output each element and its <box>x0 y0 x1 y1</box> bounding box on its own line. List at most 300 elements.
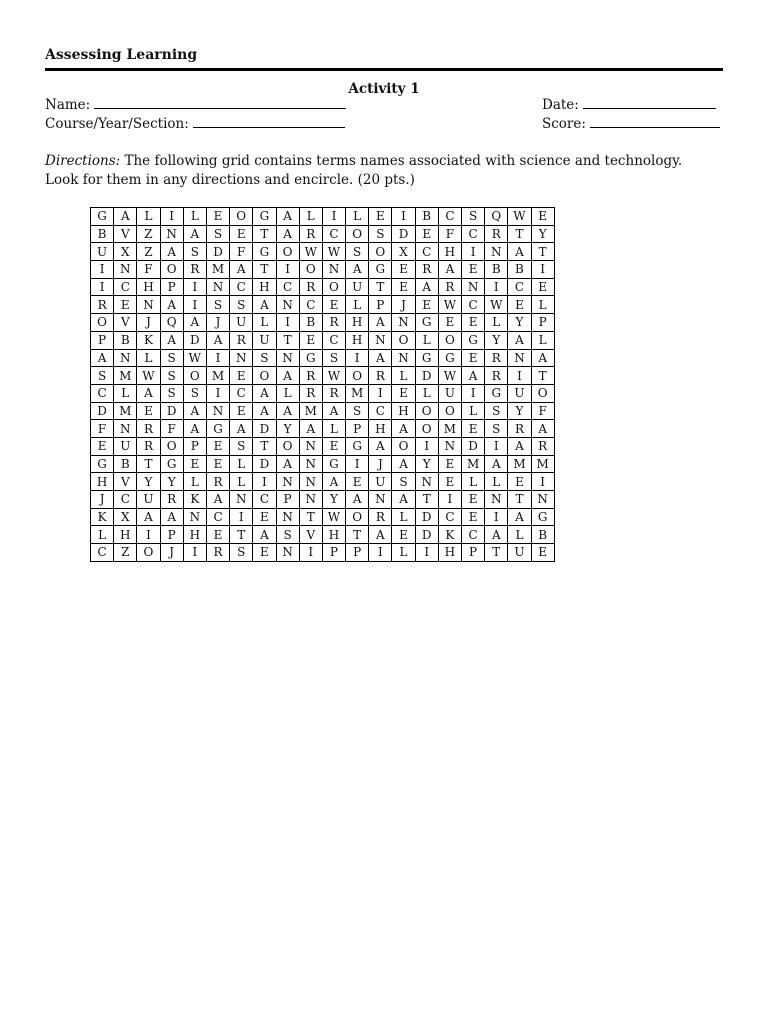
grid-cell[interactable]: E <box>392 261 415 279</box>
grid-cell[interactable]: B <box>91 225 114 243</box>
grid-cell[interactable]: C <box>415 243 438 261</box>
grid-cell[interactable]: H <box>369 420 392 438</box>
grid-cell[interactable]: L <box>91 526 114 544</box>
grid-cell[interactable]: E <box>438 455 461 473</box>
grid-cell[interactable]: S <box>346 243 369 261</box>
grid-cell[interactable]: I <box>369 384 392 402</box>
grid-cell[interactable]: T <box>230 526 253 544</box>
grid-cell[interactable]: I <box>508 367 531 385</box>
grid-cell[interactable]: L <box>137 349 160 367</box>
grid-cell[interactable]: E <box>392 526 415 544</box>
grid-cell[interactable]: F <box>531 402 554 420</box>
grid-cell[interactable]: N <box>276 473 299 491</box>
grid-cell[interactable]: D <box>415 508 438 526</box>
grid-cell[interactable]: A <box>531 349 554 367</box>
grid-cell[interactable]: A <box>438 261 461 279</box>
grid-cell[interactable]: N <box>230 491 253 509</box>
grid-cell[interactable]: A <box>392 491 415 509</box>
grid-cell[interactable]: O <box>230 208 253 226</box>
grid-cell[interactable]: Q <box>160 314 183 332</box>
grid-cell[interactable]: N <box>114 261 137 279</box>
grid-cell[interactable]: R <box>485 225 508 243</box>
grid-cell[interactable]: R <box>531 437 554 455</box>
grid-cell[interactable]: T <box>137 455 160 473</box>
grid-cell[interactable]: L <box>415 384 438 402</box>
grid-cell[interactable]: G <box>415 349 438 367</box>
grid-cell[interactable]: Y <box>508 314 531 332</box>
grid-cell[interactable]: I <box>299 544 322 562</box>
grid-cell[interactable]: I <box>206 384 229 402</box>
grid-cell[interactable]: O <box>322 278 345 296</box>
grid-cell[interactable]: A <box>462 367 485 385</box>
grid-cell[interactable]: H <box>438 243 461 261</box>
grid-cell[interactable]: A <box>392 455 415 473</box>
grid-cell[interactable]: A <box>183 420 206 438</box>
grid-cell[interactable]: Y <box>137 473 160 491</box>
grid-cell[interactable]: Y <box>485 331 508 349</box>
grid-cell[interactable]: A <box>160 331 183 349</box>
grid-cell[interactable]: E <box>346 473 369 491</box>
grid-cell[interactable]: G <box>91 455 114 473</box>
grid-cell[interactable]: V <box>299 526 322 544</box>
grid-cell[interactable]: D <box>392 225 415 243</box>
grid-cell[interactable]: E <box>462 314 485 332</box>
grid-cell[interactable]: W <box>322 243 345 261</box>
grid-cell[interactable]: O <box>415 420 438 438</box>
grid-cell[interactable]: L <box>230 455 253 473</box>
grid-cell[interactable]: A <box>276 225 299 243</box>
grid-cell[interactable]: A <box>253 384 276 402</box>
grid-cell[interactable]: A <box>137 508 160 526</box>
grid-cell[interactable]: Z <box>114 544 137 562</box>
grid-cell[interactable]: C <box>508 278 531 296</box>
grid-cell[interactable]: A <box>230 420 253 438</box>
grid-cell[interactable]: A <box>276 367 299 385</box>
grid-cell[interactable]: A <box>160 296 183 314</box>
grid-cell[interactable]: E <box>253 508 276 526</box>
grid-cell[interactable]: E <box>438 314 461 332</box>
grid-cell[interactable]: B <box>508 261 531 279</box>
grid-cell[interactable]: E <box>462 261 485 279</box>
grid-cell[interactable]: E <box>438 473 461 491</box>
grid-cell[interactable]: U <box>508 384 531 402</box>
grid-cell[interactable]: N <box>369 491 392 509</box>
grid-cell[interactable]: S <box>206 225 229 243</box>
grid-cell[interactable]: I <box>253 473 276 491</box>
grid-cell[interactable]: S <box>276 526 299 544</box>
grid-cell[interactable]: L <box>392 367 415 385</box>
grid-cell[interactable]: I <box>91 278 114 296</box>
grid-cell[interactable]: A <box>392 420 415 438</box>
grid-cell[interactable]: O <box>276 437 299 455</box>
grid-cell[interactable]: E <box>531 544 554 562</box>
grid-cell[interactable]: A <box>276 208 299 226</box>
grid-cell[interactable]: N <box>322 261 345 279</box>
grid-cell[interactable]: S <box>462 208 485 226</box>
grid-cell[interactable]: I <box>160 208 183 226</box>
grid-cell[interactable]: C <box>462 225 485 243</box>
grid-cell[interactable]: M <box>206 367 229 385</box>
grid-cell[interactable]: T <box>531 243 554 261</box>
grid-cell[interactable]: H <box>346 331 369 349</box>
grid-cell[interactable]: A <box>276 402 299 420</box>
grid-cell[interactable]: E <box>183 455 206 473</box>
grid-cell[interactable]: L <box>485 473 508 491</box>
grid-cell[interactable]: E <box>462 420 485 438</box>
grid-cell[interactable]: W <box>508 208 531 226</box>
grid-cell[interactable]: H <box>322 526 345 544</box>
grid-cell[interactable]: O <box>392 331 415 349</box>
grid-cell[interactable]: E <box>91 437 114 455</box>
grid-cell[interactable]: Y <box>508 402 531 420</box>
grid-cell[interactable]: T <box>369 278 392 296</box>
grid-cell[interactable]: D <box>91 402 114 420</box>
grid-cell[interactable]: E <box>253 544 276 562</box>
grid-cell[interactable]: S <box>160 384 183 402</box>
grid-cell[interactable]: I <box>183 278 206 296</box>
grid-cell[interactable]: I <box>183 544 206 562</box>
grid-cell[interactable]: L <box>183 473 206 491</box>
grid-cell[interactable]: R <box>415 261 438 279</box>
grid-cell[interactable]: O <box>438 402 461 420</box>
grid-cell[interactable]: G <box>299 349 322 367</box>
grid-cell[interactable]: R <box>322 384 345 402</box>
grid-cell[interactable]: A <box>253 296 276 314</box>
grid-cell[interactable]: N <box>485 491 508 509</box>
grid-cell[interactable]: U <box>137 491 160 509</box>
grid-cell[interactable]: N <box>299 437 322 455</box>
grid-cell[interactable]: N <box>299 491 322 509</box>
grid-cell[interactable]: P <box>462 544 485 562</box>
grid-cell[interactable]: O <box>183 367 206 385</box>
grid-cell[interactable]: C <box>230 278 253 296</box>
grid-cell[interactable]: N <box>485 243 508 261</box>
grid-cell[interactable]: A <box>508 508 531 526</box>
grid-cell[interactable]: G <box>438 349 461 367</box>
grid-cell[interactable]: E <box>415 296 438 314</box>
grid-cell[interactable]: M <box>508 455 531 473</box>
grid-cell[interactable]: E <box>322 437 345 455</box>
grid-cell[interactable]: A <box>183 402 206 420</box>
grid-cell[interactable]: R <box>137 437 160 455</box>
grid-cell[interactable]: A <box>114 208 137 226</box>
grid-cell[interactable]: L <box>462 402 485 420</box>
grid-cell[interactable]: S <box>322 349 345 367</box>
grid-cell[interactable]: A <box>508 437 531 455</box>
grid-cell[interactable]: C <box>276 278 299 296</box>
grid-cell[interactable]: J <box>160 544 183 562</box>
grid-cell[interactable]: K <box>183 491 206 509</box>
grid-cell[interactable]: W <box>438 296 461 314</box>
grid-cell[interactable]: I <box>276 261 299 279</box>
grid-cell[interactable]: U <box>230 314 253 332</box>
grid-cell[interactable]: E <box>206 437 229 455</box>
grid-cell[interactable]: W <box>485 296 508 314</box>
grid-cell[interactable]: L <box>531 331 554 349</box>
grid-cell[interactable]: D <box>415 367 438 385</box>
grid-cell[interactable]: R <box>299 278 322 296</box>
grid-cell[interactable]: I <box>531 261 554 279</box>
grid-cell[interactable]: S <box>392 473 415 491</box>
grid-cell[interactable]: L <box>114 384 137 402</box>
grid-cell[interactable]: I <box>369 544 392 562</box>
grid-cell[interactable]: S <box>230 437 253 455</box>
grid-cell[interactable]: O <box>369 243 392 261</box>
grid-cell[interactable]: G <box>369 261 392 279</box>
grid-cell[interactable]: G <box>160 455 183 473</box>
grid-cell[interactable]: D <box>253 455 276 473</box>
grid-cell[interactable]: S <box>91 367 114 385</box>
grid-cell[interactable]: Y <box>531 225 554 243</box>
grid-cell[interactable]: S <box>485 420 508 438</box>
grid-cell[interactable]: S <box>160 367 183 385</box>
grid-cell[interactable]: O <box>299 261 322 279</box>
grid-cell[interactable]: S <box>253 349 276 367</box>
grid-cell[interactable]: R <box>206 544 229 562</box>
grid-cell[interactable]: A <box>183 225 206 243</box>
grid-cell[interactable]: N <box>137 296 160 314</box>
grid-cell[interactable]: L <box>508 526 531 544</box>
grid-cell[interactable]: G <box>253 243 276 261</box>
grid-cell[interactable]: O <box>91 314 114 332</box>
grid-cell[interactable]: A <box>230 261 253 279</box>
grid-cell[interactable]: H <box>114 526 137 544</box>
grid-cell[interactable]: A <box>415 278 438 296</box>
grid-cell[interactable]: N <box>299 473 322 491</box>
grid-cell[interactable]: M <box>299 402 322 420</box>
grid-cell[interactable]: E <box>392 384 415 402</box>
grid-cell[interactable]: A <box>160 508 183 526</box>
grid-cell[interactable]: I <box>438 491 461 509</box>
grid-cell[interactable]: H <box>137 278 160 296</box>
grid-cell[interactable]: E <box>415 225 438 243</box>
grid-cell[interactable]: I <box>91 261 114 279</box>
grid-cell[interactable]: S <box>485 402 508 420</box>
grid-cell[interactable]: O <box>253 367 276 385</box>
grid-cell[interactable]: F <box>137 261 160 279</box>
grid-cell[interactable]: N <box>276 349 299 367</box>
grid-cell[interactable]: S <box>230 544 253 562</box>
grid-cell[interactable]: A <box>485 455 508 473</box>
grid-cell[interactable]: O <box>346 508 369 526</box>
grid-cell[interactable]: N <box>508 349 531 367</box>
grid-cell[interactable]: N <box>392 314 415 332</box>
grid-cell[interactable]: R <box>369 367 392 385</box>
grid-cell[interactable]: Z <box>137 225 160 243</box>
grid-cell[interactable]: T <box>346 526 369 544</box>
grid-cell[interactable]: O <box>531 384 554 402</box>
grid-cell[interactable]: E <box>462 491 485 509</box>
grid-cell[interactable]: R <box>485 367 508 385</box>
grid-cell[interactable]: O <box>346 225 369 243</box>
grid-cell[interactable]: R <box>206 473 229 491</box>
grid-cell[interactable]: S <box>183 384 206 402</box>
grid-cell[interactable]: L <box>415 331 438 349</box>
grid-cell[interactable]: S <box>230 296 253 314</box>
grid-cell[interactable]: G <box>485 384 508 402</box>
grid-cell[interactable]: R <box>322 314 345 332</box>
grid-cell[interactable]: E <box>369 208 392 226</box>
grid-cell[interactable]: N <box>369 331 392 349</box>
grid-cell[interactable]: A <box>206 331 229 349</box>
grid-cell[interactable]: I <box>462 243 485 261</box>
grid-cell[interactable]: I <box>462 384 485 402</box>
grid-cell[interactable]: K <box>438 526 461 544</box>
grid-cell[interactable]: H <box>346 314 369 332</box>
grid-cell[interactable]: A <box>346 261 369 279</box>
grid-cell[interactable]: K <box>137 331 160 349</box>
grid-cell[interactable]: A <box>206 491 229 509</box>
grid-cell[interactable]: R <box>438 278 461 296</box>
grid-cell[interactable]: I <box>485 508 508 526</box>
grid-cell[interactable]: E <box>392 278 415 296</box>
grid-cell[interactable]: I <box>392 208 415 226</box>
grid-cell[interactable]: T <box>508 225 531 243</box>
grid-cell[interactable]: L <box>485 314 508 332</box>
grid-cell[interactable]: E <box>508 473 531 491</box>
grid-cell[interactable]: X <box>114 508 137 526</box>
grid-cell[interactable]: Z <box>137 243 160 261</box>
grid-cell[interactable]: D <box>253 420 276 438</box>
grid-cell[interactable]: L <box>346 296 369 314</box>
grid-cell[interactable]: L <box>276 384 299 402</box>
grid-cell[interactable]: X <box>392 243 415 261</box>
grid-cell[interactable]: V <box>114 473 137 491</box>
grid-cell[interactable]: I <box>346 455 369 473</box>
grid-cell[interactable]: R <box>299 367 322 385</box>
grid-cell[interactable]: A <box>322 402 345 420</box>
grid-cell[interactable]: P <box>160 278 183 296</box>
grid-cell[interactable]: P <box>322 544 345 562</box>
grid-cell[interactable]: L <box>137 208 160 226</box>
grid-cell[interactable]: L <box>531 296 554 314</box>
grid-cell[interactable]: C <box>91 544 114 562</box>
grid-cell[interactable]: T <box>531 367 554 385</box>
grid-cell[interactable]: A <box>299 420 322 438</box>
grid-cell[interactable]: M <box>114 367 137 385</box>
grid-cell[interactable]: I <box>276 314 299 332</box>
grid-cell[interactable]: E <box>230 402 253 420</box>
course-blank[interactable] <box>193 116 345 128</box>
grid-cell[interactable]: O <box>346 367 369 385</box>
grid-cell[interactable]: A <box>369 437 392 455</box>
grid-cell[interactable]: R <box>299 384 322 402</box>
grid-cell[interactable]: L <box>230 473 253 491</box>
grid-cell[interactable]: N <box>415 473 438 491</box>
grid-cell[interactable]: I <box>415 544 438 562</box>
grid-cell[interactable]: E <box>137 402 160 420</box>
grid-cell[interactable]: M <box>346 384 369 402</box>
grid-cell[interactable]: P <box>91 331 114 349</box>
grid-cell[interactable]: I <box>485 278 508 296</box>
grid-cell[interactable]: W <box>322 508 345 526</box>
grid-cell[interactable]: A <box>369 526 392 544</box>
grid-cell[interactable]: U <box>114 437 137 455</box>
grid-cell[interactable]: N <box>299 455 322 473</box>
grid-cell[interactable]: T <box>253 261 276 279</box>
grid-cell[interactable]: E <box>299 331 322 349</box>
grid-cell[interactable]: E <box>114 296 137 314</box>
grid-cell[interactable]: C <box>114 491 137 509</box>
grid-cell[interactable]: G <box>206 420 229 438</box>
grid-cell[interactable]: H <box>91 473 114 491</box>
grid-cell[interactable]: U <box>508 544 531 562</box>
grid-cell[interactable]: A <box>276 455 299 473</box>
grid-cell[interactable]: O <box>392 437 415 455</box>
grid-cell[interactable]: A <box>322 473 345 491</box>
grid-cell[interactable]: I <box>485 437 508 455</box>
grid-cell[interactable]: L <box>462 473 485 491</box>
grid-cell[interactable]: H <box>183 526 206 544</box>
grid-cell[interactable]: B <box>114 331 137 349</box>
grid-cell[interactable]: S <box>346 402 369 420</box>
grid-cell[interactable]: I <box>346 349 369 367</box>
grid-cell[interactable]: H <box>253 278 276 296</box>
grid-cell[interactable]: T <box>253 437 276 455</box>
grid-cell[interactable]: N <box>206 278 229 296</box>
grid-cell[interactable]: C <box>114 278 137 296</box>
grid-cell[interactable]: P <box>160 526 183 544</box>
grid-cell[interactable]: N <box>230 349 253 367</box>
grid-cell[interactable]: A <box>160 243 183 261</box>
grid-cell[interactable]: O <box>160 261 183 279</box>
grid-cell[interactable]: E <box>531 278 554 296</box>
grid-cell[interactable]: F <box>160 420 183 438</box>
grid-cell[interactable]: A <box>253 526 276 544</box>
grid-cell[interactable]: G <box>322 455 345 473</box>
grid-cell[interactable]: O <box>438 331 461 349</box>
grid-cell[interactable]: D <box>160 402 183 420</box>
grid-cell[interactable]: B <box>485 261 508 279</box>
grid-cell[interactable]: U <box>91 243 114 261</box>
grid-cell[interactable]: N <box>276 508 299 526</box>
grid-cell[interactable]: P <box>346 420 369 438</box>
grid-cell[interactable]: G <box>346 437 369 455</box>
grid-cell[interactable]: N <box>392 349 415 367</box>
grid-cell[interactable]: T <box>276 331 299 349</box>
grid-cell[interactable]: E <box>206 455 229 473</box>
grid-cell[interactable]: O <box>415 402 438 420</box>
grid-cell[interactable]: N <box>114 420 137 438</box>
grid-cell[interactable]: R <box>508 420 531 438</box>
grid-cell[interactable]: A <box>137 384 160 402</box>
grid-cell[interactable]: I <box>322 208 345 226</box>
grid-cell[interactable]: R <box>230 331 253 349</box>
grid-cell[interactable]: E <box>531 208 554 226</box>
grid-cell[interactable]: Q <box>485 208 508 226</box>
grid-cell[interactable]: S <box>369 225 392 243</box>
grid-cell[interactable]: A <box>531 420 554 438</box>
grid-cell[interactable]: L <box>253 314 276 332</box>
grid-cell[interactable]: I <box>206 349 229 367</box>
grid-cell[interactable]: C <box>253 491 276 509</box>
grid-cell[interactable]: Y <box>322 491 345 509</box>
grid-cell[interactable]: U <box>346 278 369 296</box>
grid-cell[interactable]: T <box>253 225 276 243</box>
grid-cell[interactable]: P <box>531 314 554 332</box>
grid-cell[interactable]: W <box>322 367 345 385</box>
grid-cell[interactable]: N <box>438 437 461 455</box>
grid-cell[interactable]: G <box>415 314 438 332</box>
grid-cell[interactable]: R <box>91 296 114 314</box>
grid-cell[interactable]: F <box>91 420 114 438</box>
grid-cell[interactable]: C <box>206 508 229 526</box>
grid-cell[interactable]: F <box>438 225 461 243</box>
grid-cell[interactable]: I <box>230 508 253 526</box>
grid-cell[interactable]: E <box>508 296 531 314</box>
grid-cell[interactable]: G <box>253 208 276 226</box>
grid-cell[interactable]: O <box>137 544 160 562</box>
